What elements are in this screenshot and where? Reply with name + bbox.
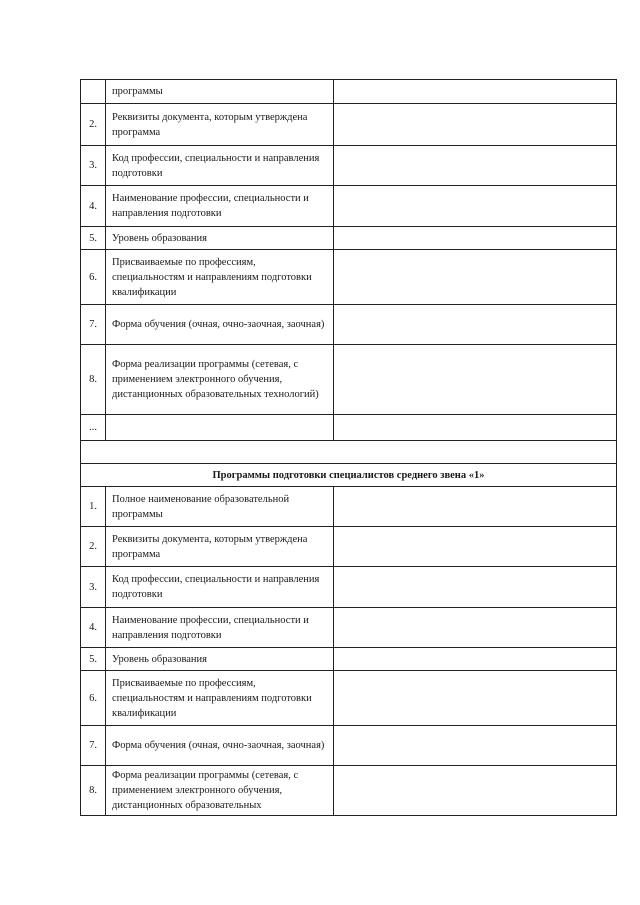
table-row	[81, 567, 617, 608]
row-number: 7.	[81, 726, 106, 766]
table-row	[81, 146, 617, 186]
table-row	[81, 487, 617, 527]
row-number: 6.	[81, 671, 106, 726]
row-number	[81, 80, 106, 104]
row-value-cell	[334, 227, 617, 250]
spacer-cell	[81, 441, 617, 464]
section-header-row	[81, 464, 617, 487]
row-number: 2.	[81, 104, 106, 146]
table-row	[81, 726, 617, 766]
row-label: Реквизиты документа, которым утверждена программа	[106, 527, 334, 567]
row-value-cell	[334, 80, 617, 104]
table-row	[81, 766, 617, 816]
row-label: Уровень образования	[106, 227, 334, 250]
row-value-cell	[334, 726, 617, 766]
program-details-table	[80, 79, 617, 816]
row-label: Форма реализации программы (сетевая, с применением электронного обучения, дистанционных образовательных	[106, 766, 334, 816]
table-row	[81, 104, 617, 146]
row-value-cell	[334, 487, 617, 527]
table-row	[81, 648, 617, 671]
row-value-cell	[334, 567, 617, 608]
table-row	[81, 671, 617, 726]
row-label: Код профессии, специальности и направления подготовки	[106, 146, 334, 186]
table-row	[81, 345, 617, 415]
row-label: Код профессии, специальности и направления подготовки	[106, 567, 334, 608]
row-number: 3.	[81, 567, 106, 608]
row-number: 3.	[81, 146, 106, 186]
row-value-cell	[334, 648, 617, 671]
row-label: Форма реализации программы (сетевая, с применением электронного обучения, дистанционных образовательных технологий)	[106, 345, 334, 415]
row-label: Уровень образования	[106, 648, 334, 671]
table-row	[81, 80, 617, 104]
row-label: Полное наименование образовательной программы	[106, 487, 334, 527]
row-value-cell	[334, 250, 617, 305]
table-row	[81, 250, 617, 305]
row-number: 8.	[81, 345, 106, 415]
row-number: 1.	[81, 487, 106, 527]
row-label: Реквизиты документа, которым утверждена программа	[106, 104, 334, 146]
row-number: 4.	[81, 608, 106, 648]
table-row	[81, 186, 617, 227]
row-number: ...	[81, 415, 106, 441]
row-number: 5.	[81, 227, 106, 250]
row-number: 4.	[81, 186, 106, 227]
row-value-cell	[334, 415, 617, 441]
row-label	[106, 415, 334, 441]
row-value-cell	[334, 146, 617, 186]
row-value-cell	[334, 671, 617, 726]
row-value-cell	[334, 766, 617, 816]
table-row	[81, 415, 617, 441]
row-label: Форма обучения (очная, очно-заочная, заочная)	[106, 726, 334, 766]
table-row	[81, 227, 617, 250]
row-number: 6.	[81, 250, 106, 305]
row-number: 7.	[81, 305, 106, 345]
row-label: Форма обучения (очная, очно-заочная, заочная)	[106, 305, 334, 345]
row-number: 5.	[81, 648, 106, 671]
row-value-cell	[334, 345, 617, 415]
row-label: Присваиваемые по профессиям, специальностям и направлениям подготовки квалификации	[106, 671, 334, 726]
row-label: Наименование профессии, специальности и направления подготовки	[106, 608, 334, 648]
row-value-cell	[334, 186, 617, 227]
row-label: Присваиваемые по профессиям, специальностям и направлениям подготовки квалификации	[106, 250, 334, 305]
table-row	[81, 305, 617, 345]
row-number: 8.	[81, 766, 106, 816]
spacer-row	[81, 441, 617, 464]
section-title: Программы подготовки специалистов среднего звена «1»	[81, 464, 617, 487]
row-label: Наименование профессии, специальности и направления подготовки	[106, 186, 334, 227]
row-value-cell	[334, 527, 617, 567]
table-row	[81, 527, 617, 567]
row-value-cell	[334, 104, 617, 146]
row-value-cell	[334, 305, 617, 345]
row-number: 2.	[81, 527, 106, 567]
row-value-cell	[334, 608, 617, 648]
row-label: программы	[106, 80, 334, 104]
table-row	[81, 608, 617, 648]
